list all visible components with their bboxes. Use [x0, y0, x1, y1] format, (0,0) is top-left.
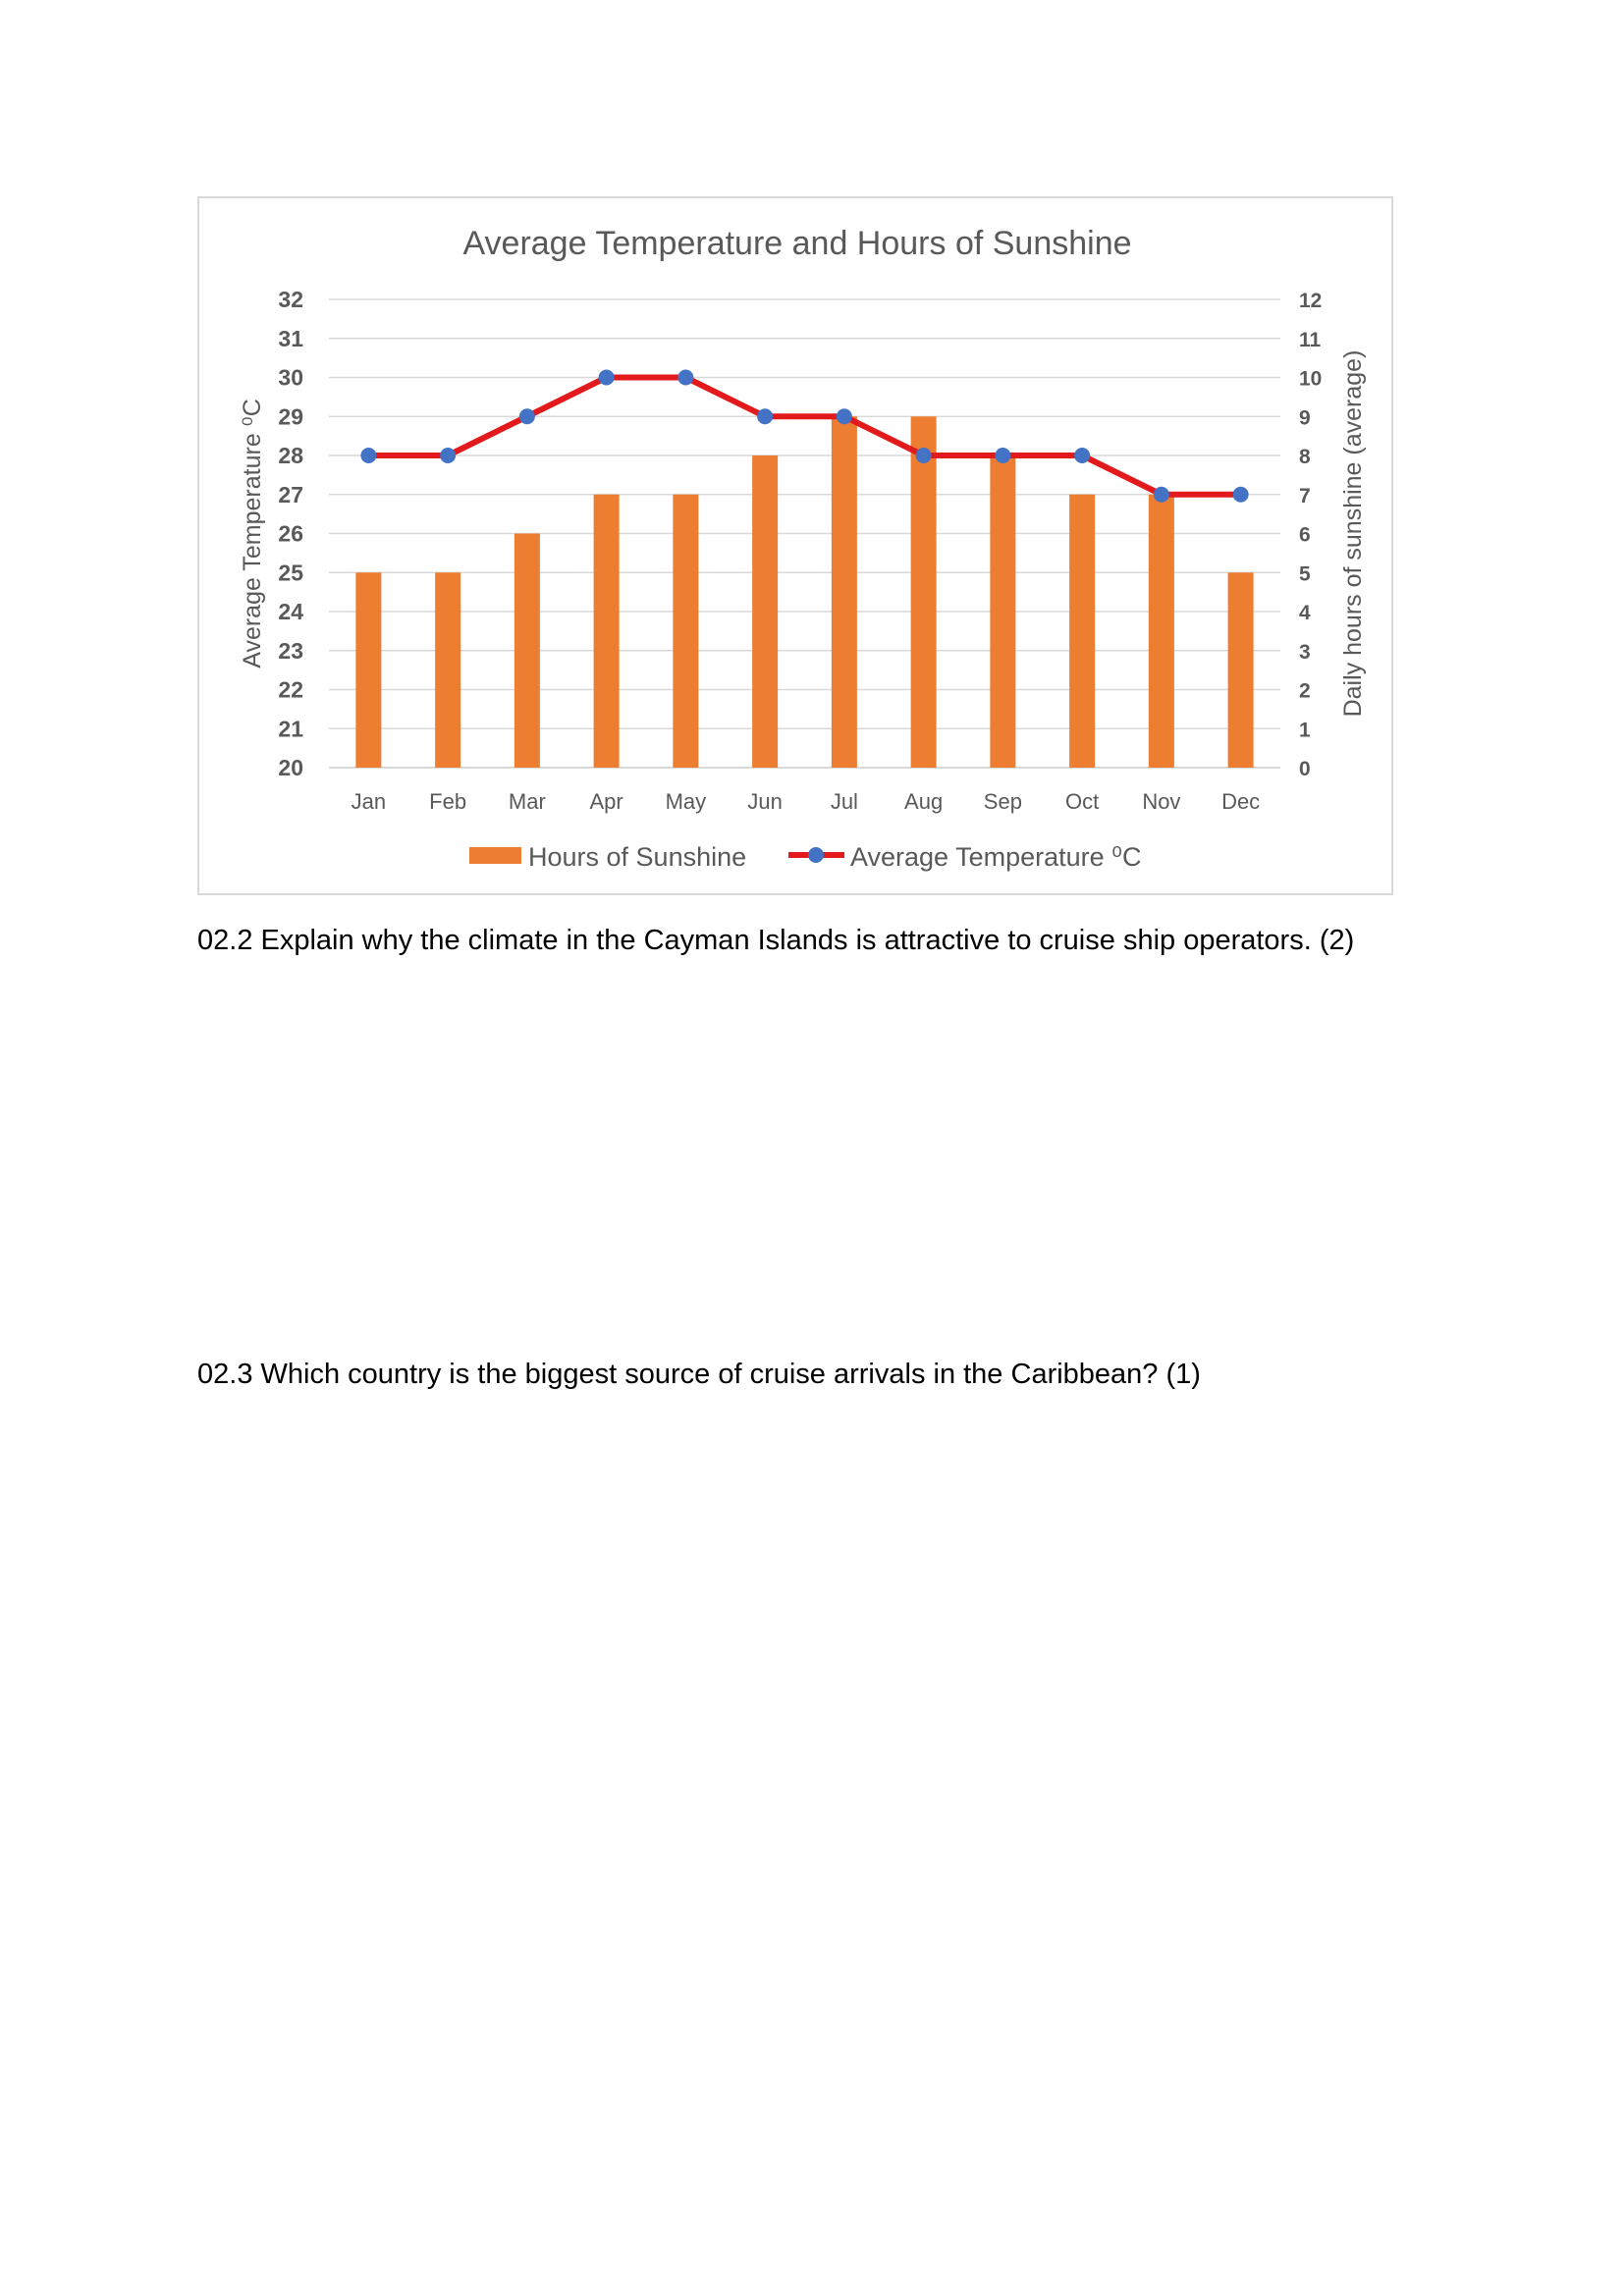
y-right-tick-label: 10: [1299, 367, 1323, 391]
legend-sunshine-label: Hours of Sunshine: [528, 842, 747, 872]
y-right-tick-label: 1: [1299, 719, 1311, 742]
y-left-tick-label: 24: [278, 599, 303, 624]
y-right-tick-label: 12: [1299, 290, 1323, 312]
bar-sunshine: [752, 455, 778, 768]
y-left-tick-label: 21: [278, 716, 303, 742]
bar-sunshine: [832, 416, 857, 768]
y-left-tick-label: 32: [278, 287, 303, 312]
temperature-point: [757, 408, 773, 424]
y-right-tick-label: 7: [1299, 484, 1311, 507]
y-right-tick-label: 9: [1299, 406, 1311, 430]
y-left-tick-label: 26: [278, 520, 303, 547]
y-left-tick-label: 28: [278, 443, 303, 468]
legend-sunshine-swatch: [469, 847, 521, 864]
temperature-point: [677, 370, 693, 386]
x-tick-label: Jul: [830, 789, 858, 814]
temperature-point: [519, 408, 535, 424]
temperature-point: [837, 408, 852, 424]
x-tick-label: Oct: [1065, 789, 1100, 814]
y-left-tick-label: 23: [278, 637, 303, 664]
temperature-point: [599, 370, 615, 386]
x-tick-label: Feb: [429, 789, 467, 814]
legend-temperature-marker: [808, 847, 824, 863]
bar-sunshine: [1149, 495, 1174, 768]
bar-sunshine: [594, 495, 620, 768]
y-left-tick-label: 25: [278, 560, 303, 586]
y-right-tick-label: 8: [1299, 446, 1311, 468]
x-tick-label: Dec: [1221, 789, 1261, 814]
temperature-point: [440, 448, 456, 463]
temperature-point: [1074, 448, 1090, 463]
y-left-tick-label: 29: [278, 403, 303, 430]
bar-sunshine: [673, 495, 698, 768]
temperature-point: [916, 448, 932, 463]
temperature-point: [995, 448, 1010, 463]
chart-frame: [197, 196, 1393, 895]
y-right-tick-label: 0: [1299, 758, 1311, 780]
x-tick-label: Jan: [351, 789, 387, 814]
x-tick-label: Mar: [508, 789, 546, 814]
temperature-point: [1154, 487, 1169, 503]
combo-chart: [199, 198, 1395, 897]
y-left-tick-label: 22: [278, 676, 303, 703]
y-left-tick-label: 31: [278, 325, 303, 351]
chart-title: Average Temperature and Hours of Sunshine: [462, 225, 1132, 262]
temperature-line: [368, 378, 1240, 495]
bar-sunshine: [1069, 495, 1095, 768]
x-tick-label: Aug: [904, 789, 944, 814]
question-02-2: 02.2 Explain why the climate in the Cayman Islands is attractive to cruise ship operators. (2): [197, 925, 1355, 956]
x-tick-label: May: [665, 789, 707, 814]
y-right-tick-label: 4: [1299, 602, 1311, 624]
x-tick-label: Jun: [747, 789, 783, 814]
y-left-axis-label: Average Temperature ⁰C: [239, 399, 266, 668]
bar-sunshine: [514, 534, 540, 769]
x-tick-label: Apr: [589, 789, 623, 814]
bar-sunshine: [355, 572, 381, 768]
y-right-tick-label: 3: [1299, 640, 1311, 664]
bar-sunshine: [911, 416, 937, 768]
x-tick-label: Sep: [983, 789, 1022, 814]
bar-sunshine: [435, 572, 460, 768]
temperature-point: [360, 448, 376, 463]
y-right-tick-label: 6: [1299, 523, 1311, 547]
x-tick-label: Nov: [1142, 789, 1181, 814]
y-right-tick-label: 2: [1299, 679, 1311, 703]
y-left-tick-label: 27: [278, 481, 303, 507]
bar-sunshine: [990, 455, 1015, 768]
y-right-tick-label: 11: [1299, 328, 1322, 351]
temperature-point: [1233, 487, 1249, 503]
y-right-axis-label: Daily hours of sunshine (average): [1339, 349, 1367, 718]
y-left-tick-label: 20: [278, 755, 303, 780]
legend-temperature-label: Average Temperature ⁰C: [850, 842, 1142, 872]
y-right-tick-label: 5: [1299, 562, 1311, 586]
bar-sunshine: [1228, 572, 1254, 768]
y-left-tick-label: 30: [278, 364, 303, 391]
question-02-3: 02.3 Which country is the biggest source of cruise arrivals in the Caribbean? (1): [197, 1359, 1201, 1390]
